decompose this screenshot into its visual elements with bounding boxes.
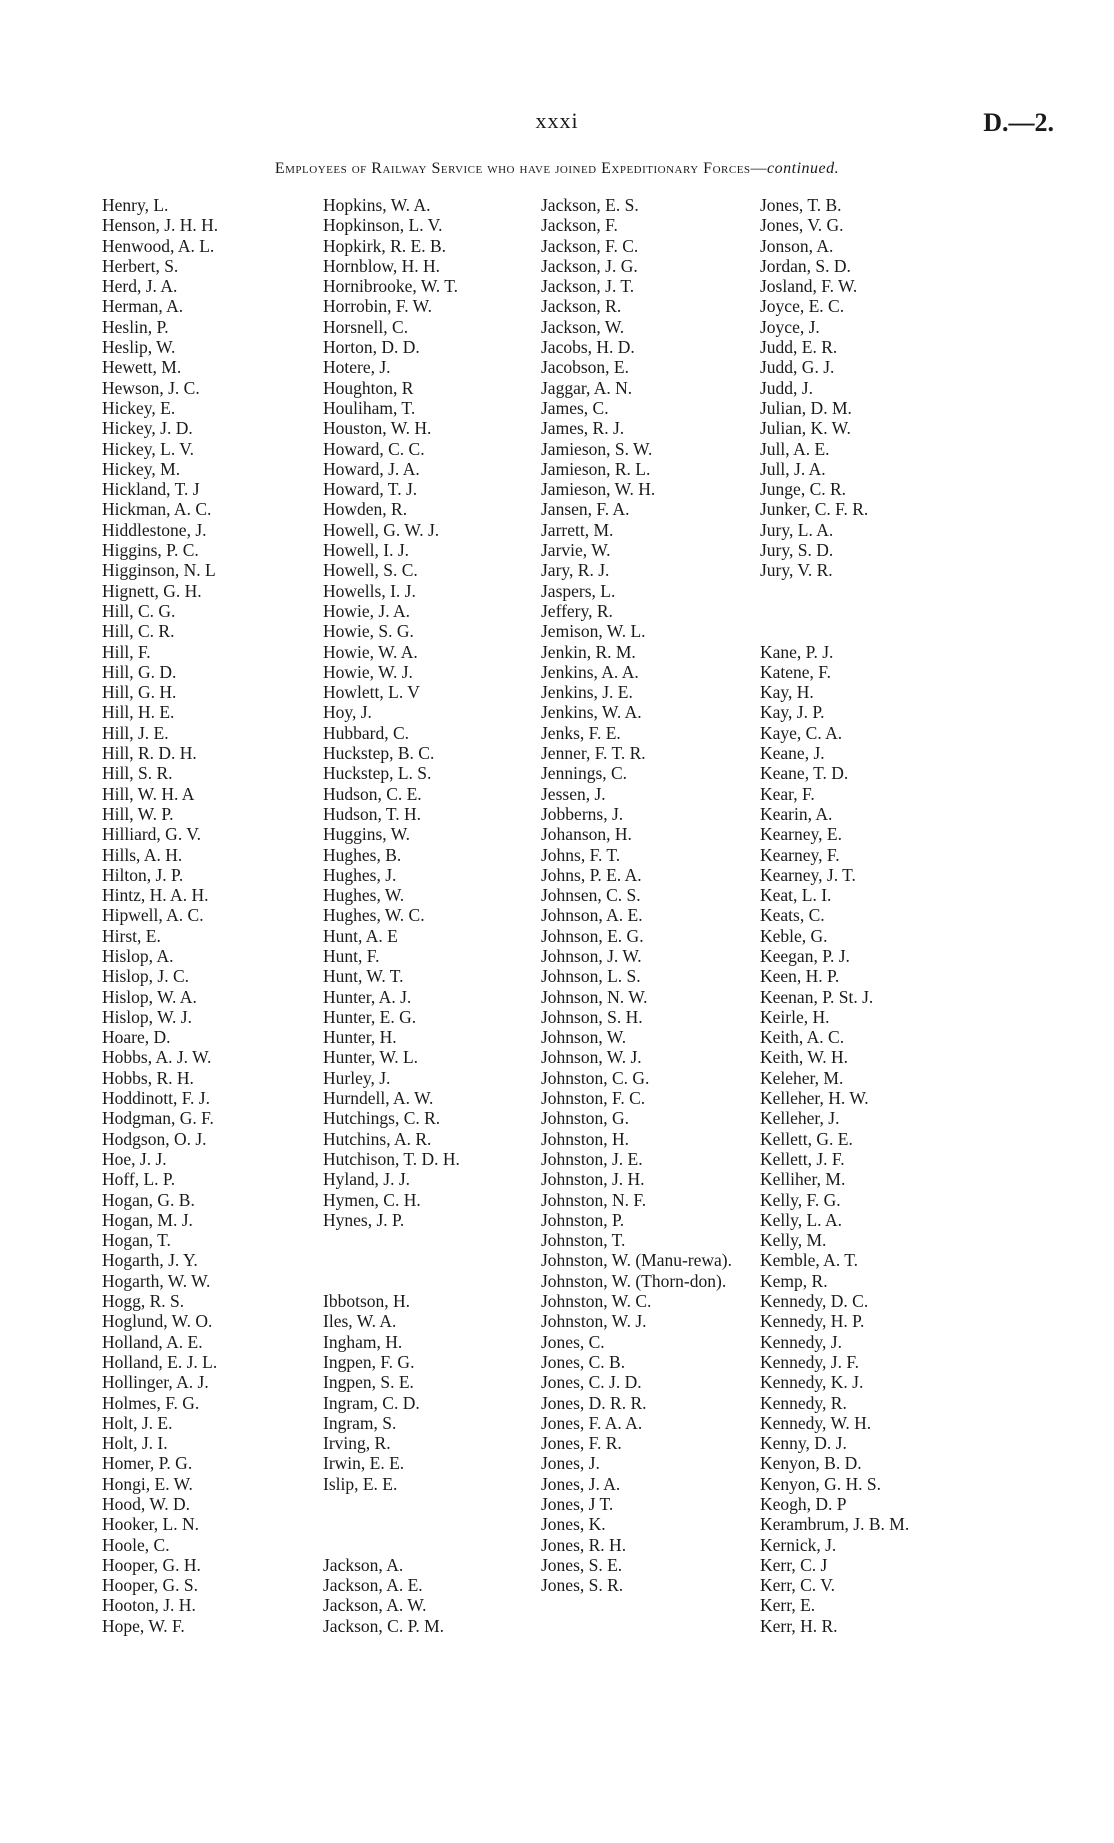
name-entry: Horrobin, F. W. <box>323 296 432 317</box>
name-entry: Henson, J. H. H. <box>102 215 219 236</box>
name-entry: Johnston, F. C. <box>541 1088 646 1109</box>
name-entry: Hughes, J. <box>323 864 397 885</box>
name-entry: Holland, A. E. <box>102 1331 203 1352</box>
name-entry: Hopkinson, L. V. <box>323 215 443 236</box>
name-entry: Jackson, A. W. <box>323 1595 427 1616</box>
name-entry: Johnston, C. G. <box>541 1067 650 1088</box>
name-entry: Hogarth, J. Y. <box>102 1250 198 1271</box>
name-entry: Hogan, T. <box>102 1230 171 1251</box>
name-entry: Jackson, F. C. <box>541 235 639 256</box>
name-entry: Hislop, J. C. <box>102 966 190 987</box>
name-entry: Johnston, T. <box>541 1230 626 1251</box>
name-entry: Hobbs, A. J. W. <box>102 1047 212 1068</box>
name-entry: Junge, C. R. <box>760 479 847 500</box>
name-entry: Hill, H. E. <box>102 702 175 723</box>
name-entry: Higginson, N. L <box>102 560 216 581</box>
name-entry: Heslip, W. <box>102 337 176 358</box>
name-entry: Irwin, E. E. <box>323 1453 405 1474</box>
name-entry: Jenks, F. E. <box>541 722 621 743</box>
name-entry: Holmes, F. G. <box>102 1392 200 1413</box>
name-entry: Hongi, E. W. <box>102 1473 193 1494</box>
name-entry: Holland, E. J. L. <box>102 1351 218 1372</box>
name-entry: Hogan, G. B. <box>102 1189 195 1210</box>
name-entry: Julian, K. W. <box>760 418 851 439</box>
name-entry: Hoe, J. J. <box>102 1148 167 1169</box>
name-entry: Johnston, N. F. <box>541 1189 647 1210</box>
name-entry: Kelleher, J. <box>760 1108 840 1129</box>
name-entry: Houliham, T. <box>323 397 416 418</box>
name-entry: Jansen, F. A. <box>541 499 630 520</box>
name-entry: Houston, W. H. <box>323 418 432 439</box>
name-entry: Hill, W. H. A <box>102 783 195 804</box>
name-entry: Jones, R. H. <box>541 1534 627 1555</box>
name-entry: Hopkirk, R. E. B. <box>323 235 446 256</box>
name-entry: Johnston, J. E. <box>541 1148 643 1169</box>
name-entry: Joyce, E. C. <box>760 296 845 317</box>
name-entry: Hymen, C. H. <box>323 1189 421 1210</box>
name-entry: Hughes, B. <box>323 844 402 865</box>
name-entry: Hoff, L. P. <box>102 1169 176 1190</box>
name-entry: Islip, E. E. <box>323 1473 398 1494</box>
name-entry: Ingpen, S. E. <box>323 1372 414 1393</box>
name-entry: Jacobs, H. D. <box>541 337 635 358</box>
name-entry: Jenner, F. T. R. <box>541 743 646 764</box>
name-entry: Jackson, A. E. <box>323 1575 423 1596</box>
name-entry: Jacobson, E. <box>541 357 629 378</box>
name-entry: Hislop, W. J. <box>102 1006 192 1027</box>
name-entry: Keen, H. P. <box>760 966 840 987</box>
name-entry: Kelleher, H. W. <box>760 1088 869 1109</box>
name-entry: Kelly, M. <box>760 1230 827 1251</box>
name-entry: Hickey, M. <box>102 458 181 479</box>
name-entry: Hickey, L. V. <box>102 438 195 459</box>
name-entry: Kearney, E. <box>760 824 842 845</box>
name-entry <box>323 1535 538 1555</box>
name-entry: Johnson, L. S. <box>541 966 641 987</box>
name-entry: Hunter, E. G. <box>323 1006 417 1027</box>
name-entry: Kernick, J. <box>760 1534 837 1555</box>
name-entry: Kennedy, J. <box>760 1331 842 1352</box>
name-entry: Jackson, C. P. M. <box>323 1615 445 1636</box>
name-entry: Jury, L. A. <box>760 519 834 540</box>
name-entry: Kelliher, M. <box>760 1169 846 1190</box>
name-entry: Kerambrum, J. B. M. <box>760 1514 910 1535</box>
name-entry: Jackson, J. T. <box>541 276 635 297</box>
name-entry: Jury, S. D. <box>760 540 834 561</box>
name-entry <box>760 621 975 641</box>
name-entry: Kearney, J. T. <box>760 864 856 885</box>
name-entry: Johns, F. T. <box>541 844 621 865</box>
page-number: xxxi <box>535 108 579 133</box>
name-entry: Jones, C. B. <box>541 1351 626 1372</box>
name-entry: Jemison, W. L. <box>541 621 646 642</box>
name-entry: Josland, F. W. <box>760 276 858 297</box>
name-entry: Keble, G. <box>760 925 828 946</box>
name-entry: Julian, D. M. <box>760 397 852 418</box>
name-entry: Hogarth, W. W. <box>102 1270 211 1291</box>
name-entry: Kellett, G. E. <box>760 1128 853 1149</box>
name-entry: Jury, V. R. <box>760 560 833 581</box>
name-entry: Jenkins, W. A. <box>541 702 642 723</box>
name-entry: Hill, G. D. <box>102 661 177 682</box>
name-entry: Herman, A. <box>102 296 184 317</box>
name-entry: Hiddlestone, J. <box>102 519 207 540</box>
name-entry: Keegan, P. J. <box>760 945 850 966</box>
name-entry: Iles, W. A. <box>323 1311 397 1332</box>
name-column-4 <box>760 195 975 1636</box>
name-entry: Jarvie, W. <box>541 540 611 561</box>
name-entry: James, R. J. <box>541 418 625 439</box>
name-entry: Kerr, H. R. <box>760 1615 838 1636</box>
name-entry: Kane, P. J. <box>760 641 834 662</box>
name-entry: Jones, C. J. D. <box>541 1372 642 1393</box>
name-entry: Hunt, F. <box>323 945 380 966</box>
name-entry: Ingpen, F. G. <box>323 1351 415 1372</box>
name-entry: Keat, L. I. <box>760 885 832 906</box>
name-entry: Henwood, A. L. <box>102 235 215 256</box>
name-entry: Johnston, J. H. <box>541 1169 645 1190</box>
name-entry: Hopkins, W. A. <box>323 195 431 215</box>
name-entry: Jeffery, R. <box>541 600 613 621</box>
name-entry: Hooker, L. N. <box>102 1514 199 1535</box>
name-entry: Keleher, M. <box>760 1067 844 1088</box>
name-entry: Jenkins, A. A. <box>541 661 639 682</box>
name-entry: Jennings, C. <box>541 763 628 784</box>
name-entry: Kennedy, K. J. <box>760 1372 864 1393</box>
name-entry: Jamieson, W. H. <box>541 479 656 500</box>
name-entry: Kennedy, R. <box>760 1392 847 1413</box>
name-column-3 <box>541 195 741 1595</box>
name-entry: Hutchings, C. R. <box>323 1108 441 1129</box>
name-entry: Hollinger, A. J. <box>102 1372 209 1393</box>
name-entry: Herd, J. A. <box>102 276 178 297</box>
name-entry: Howlett, L. V <box>323 682 420 703</box>
name-entry: Johnsen, C. S. <box>541 885 641 906</box>
name-entry: Hoare, D. <box>102 1027 171 1048</box>
name-entry: Hughes, W. C. <box>323 905 425 926</box>
name-entry: Jones, J T. <box>541 1494 614 1514</box>
name-entry: Hudson, T. H. <box>323 803 422 824</box>
name-entry: Howard, J. A. <box>323 458 420 479</box>
name-entry: Hutchison, T. D. H. <box>323 1148 460 1169</box>
name-entry: Hill, G. H. <box>102 682 177 703</box>
name-entry: Hoddinott, F. J. <box>102 1088 210 1109</box>
name-entry: Hislop, A. <box>102 945 174 966</box>
name-entry <box>323 1271 538 1291</box>
name-entry: Houghton, R <box>323 377 414 398</box>
name-entry: Kenyon, G. H. S. <box>760 1473 882 1494</box>
name-entry: Howell, I. J. <box>323 540 410 561</box>
name-entry: Kennedy, W. H. <box>760 1412 872 1433</box>
name-entry: Hodgson, O. J. <box>102 1128 207 1149</box>
name-entry: Holt, J. E. <box>102 1412 173 1433</box>
name-entry: Johnston, P. <box>541 1209 625 1230</box>
name-entry: Hislop, W. A. <box>102 986 197 1007</box>
name-entry: Hirst, E. <box>102 925 161 946</box>
name-entry: Ingram, C. D. <box>323 1392 420 1413</box>
name-entry <box>323 1250 538 1270</box>
name-entry: Herbert, S. <box>102 255 179 276</box>
name-entry: Keats, C. <box>760 905 825 926</box>
name-entry: Johnston, G. <box>541 1108 629 1129</box>
name-entry: Kay, H. <box>760 682 814 703</box>
name-entry: Hill, W. P. <box>102 803 174 824</box>
name-entry: Kerr, C. J <box>760 1554 828 1575</box>
name-entry: Jenkins, J. E. <box>541 682 633 703</box>
name-entry: Hobbs, R. H. <box>102 1067 194 1088</box>
name-entry <box>760 581 975 601</box>
name-entry: Hills, A. H. <box>102 844 183 865</box>
name-entry <box>323 1514 538 1534</box>
name-entry: Hunter, W. L. <box>323 1047 419 1068</box>
name-entry: Keane, J. <box>760 743 825 764</box>
name-entry: Huckstep, B. C. <box>323 743 435 764</box>
name-entry: Howden, R. <box>323 499 408 520</box>
name-entry: Katene, F. <box>760 661 832 682</box>
name-entry: Howard, C. C. <box>323 438 425 459</box>
name-entry: Howie, W. A. <box>323 641 418 662</box>
name-entry: Henry, L. <box>102 195 169 215</box>
name-entry: Hoglund, W. O. <box>102 1311 213 1332</box>
name-entry: Howie, W. J. <box>323 661 413 682</box>
name-entry: Hurley, J. <box>323 1067 391 1088</box>
name-entry: Hilton, J. P. <box>102 864 184 885</box>
name-entry: Hunt, W. T. <box>323 966 404 987</box>
name-entry: Johnson, W. J. <box>541 1047 642 1068</box>
name-entry: Johnson, J. W. <box>541 945 642 966</box>
name-entry: Howie, J. A. <box>323 600 411 621</box>
name-entry: Hutchins, A. R. <box>323 1128 432 1149</box>
name-entry: Jones, T. B. <box>760 195 842 215</box>
name-entry: Keith, A. C. <box>760 1027 845 1048</box>
name-entry: Kaye, C. A. <box>760 722 843 743</box>
name-entry: Keane, T. D. <box>760 763 849 784</box>
name-entry: Jamieson, S. W. <box>541 438 653 459</box>
name-entry: Hill, F. <box>102 641 151 662</box>
name-entry: Jackson, A. <box>323 1554 404 1575</box>
heading-continued: continued. <box>767 160 840 177</box>
name-entry: Jull, A. E. <box>760 438 830 459</box>
name-entry: Kearney, F. <box>760 844 840 865</box>
name-entry: Kennedy, J. F. <box>760 1351 860 1372</box>
name-entry: Howells, I. J. <box>323 580 416 601</box>
name-entry: Hill, J. E. <box>102 722 169 743</box>
name-entry: Judd, G. J. <box>760 357 835 378</box>
name-entry <box>323 1494 538 1514</box>
name-entry: Junker, C. F. R. <box>760 499 869 520</box>
name-entry: Keith, W. H. <box>760 1047 848 1068</box>
name-entry: Jull, J. A. <box>760 458 826 479</box>
heading-text: Employees of Railway Service who have joined Expeditionary Forces— <box>274 160 768 177</box>
name-entry: Huggins, W. <box>323 824 411 845</box>
name-entry: Kelly, F. G. <box>760 1189 841 1210</box>
name-entry: Jones, S. E. <box>541 1554 623 1575</box>
document-reference: D.—2. <box>983 108 1054 137</box>
name-entry: Joyce, J. <box>760 316 820 337</box>
name-entry: Hill, S. R. <box>102 763 173 784</box>
name-entry: Hogan, M. J. <box>102 1209 193 1230</box>
name-entry: Hipwell, A. C. <box>102 905 204 926</box>
name-entry: Hill, R. D. H. <box>102 743 197 764</box>
name-entry: Johnston, W. (Thorn-don). <box>541 1270 727 1291</box>
name-entry: Hope, W. F. <box>102 1615 185 1636</box>
name-entry: Jobberns, J. <box>541 803 624 824</box>
name-entry: Jary, R. J. <box>541 560 610 581</box>
name-entry: Kenyon, B. D. <box>760 1453 862 1474</box>
name-entry: Jackson, R. <box>541 296 622 317</box>
name-entry: Kellett, J. F. <box>760 1148 845 1169</box>
name-entry: Johnston, W. C. <box>541 1291 652 1312</box>
name-entry: Keirle, H. <box>760 1006 830 1027</box>
name-entry: Hoole, C. <box>102 1534 170 1555</box>
name-entry: Jonson, A. <box>760 235 834 256</box>
name-entry: Jackson, J. G. <box>541 255 638 276</box>
name-entry: Jackson, W. <box>541 316 625 337</box>
name-entry: Jones, F. R. <box>541 1433 622 1454</box>
name-entry: Homer, P. G. <box>102 1453 193 1474</box>
name-entry: Johanson, H. <box>541 824 632 845</box>
name-entry: Jones, K. <box>541 1514 606 1535</box>
name-entry: Johnson, E. G. <box>541 925 644 946</box>
name-entry: Judd, E. R. <box>760 337 838 358</box>
name-entry: Hewett, M. <box>102 357 182 378</box>
name-entry: Hooton, J. H. <box>102 1595 196 1616</box>
name-entry: Jones, F. A. A. <box>541 1412 643 1433</box>
name-entry: Kerr, E. <box>760 1595 816 1616</box>
name-entry: Kay, J. P. <box>760 702 825 723</box>
name-entry: Ingram, S. <box>323 1412 397 1433</box>
name-entry: Kearin, A. <box>760 803 833 824</box>
name-entry: Keogh, D. P <box>760 1494 847 1514</box>
name-entry: Hunt, A. E <box>323 925 398 946</box>
name-entry: Kennedy, H. P. <box>760 1311 865 1332</box>
name-entry <box>323 1230 538 1250</box>
name-entry: Johnson, S. H. <box>541 1006 643 1027</box>
name-entry: Hewson, J. C. <box>102 377 200 398</box>
name-entry: Johnston, W. (Manu-rewa). <box>541 1250 733 1271</box>
name-entry: Keenan, P. St. J. <box>760 986 874 1007</box>
name-entry <box>760 601 975 621</box>
name-entry: Hilliard, G. V. <box>102 824 202 845</box>
name-entry: Hooper, G. S. <box>102 1575 199 1596</box>
name-entry: Johnson, A. E. <box>541 905 643 926</box>
name-entry: Hoy, J. <box>323 702 372 723</box>
name-entry: Jessen, J. <box>541 783 606 804</box>
name-entry: Jaspers, L. <box>541 580 616 601</box>
name-entry: Hickey, E. <box>102 397 176 418</box>
name-entry: Hornibrooke, W. T. <box>323 276 458 297</box>
name-column-1 <box>102 195 317 1636</box>
name-entry: Hill, C. G. <box>102 600 176 621</box>
name-entry: Kemble, A. T. <box>760 1250 859 1271</box>
name-entry: Hogg, R. S. <box>102 1291 185 1312</box>
name-entry: Hynes, J. P. <box>323 1209 405 1230</box>
name-entry: Jones, C. <box>541 1331 605 1352</box>
name-entry: Howard, T. J. <box>323 479 418 500</box>
name-entry: Johns, P. E. A. <box>541 864 642 885</box>
name-entry: Hintz, H. A. H. <box>102 885 209 906</box>
name-entry: Kear, F. <box>760 783 815 804</box>
page-heading <box>0 160 1114 178</box>
name-entry: Higgins, P. C. <box>102 540 199 561</box>
name-entry: Jamieson, R. L. <box>541 458 651 479</box>
name-entry: Jordan, S. D. <box>760 255 851 276</box>
name-entry: Ibbotson, H. <box>323 1291 411 1312</box>
name-entry: Ingham, H. <box>323 1331 403 1352</box>
name-column-2 <box>323 195 538 1636</box>
name-entry: Johnston, W. J. <box>541 1311 647 1332</box>
name-entry: Irving, R. <box>323 1433 391 1454</box>
name-entry: Holt, J. I. <box>102 1433 168 1454</box>
name-entry: Huckstep, L. S. <box>323 763 432 784</box>
name-entry: Kenny, D. J. <box>760 1433 847 1454</box>
name-entry: Hill, C. R. <box>102 621 175 642</box>
name-entry: Jones, J. <box>541 1453 600 1474</box>
name-entry: Jones, J. A. <box>541 1473 621 1494</box>
name-entry: Hunter, A. J. <box>323 986 412 1007</box>
name-entry: Jenkin, R. M. <box>541 641 636 662</box>
name-entry: Hood, W. D. <box>102 1494 190 1514</box>
name-entry: Horton, D. D. <box>323 337 420 358</box>
name-entry: Jones, D. R. R. <box>541 1392 647 1413</box>
name-entry: Kerr, C. V. <box>760 1575 835 1596</box>
name-entry: Hornblow, H. H. <box>323 255 440 276</box>
name-entry: Jackson, E. S. <box>541 195 639 215</box>
name-entry: Johnston, H. <box>541 1128 629 1149</box>
name-entry: Howie, S. G. <box>323 621 414 642</box>
name-entry: Hudson, C. E. <box>323 783 422 804</box>
name-entry: Hodgman, G. F. <box>102 1108 214 1129</box>
name-entry: Hickman, A. C. <box>102 499 212 520</box>
name-entry: Judd, J. <box>760 377 813 398</box>
name-entry: Jarrett, M. <box>541 519 614 540</box>
name-entry: Horsnell, C. <box>323 316 409 337</box>
name-entry: Hunter, H. <box>323 1027 397 1048</box>
name-entry: Johnson, N. W. <box>541 986 648 1007</box>
name-entry: Hickland, T. J <box>102 479 200 500</box>
name-entry: Heslin, P. <box>102 316 169 337</box>
name-entry: Howell, G. W. J. <box>323 519 440 540</box>
name-entry: Kennedy, D. C. <box>760 1291 869 1312</box>
name-entry: Johnson, W. <box>541 1027 627 1048</box>
name-entry: Howell, S. C. <box>323 560 418 581</box>
name-entry: Jones, S. R. <box>541 1575 624 1596</box>
name-entry: Hignett, G. H. <box>102 580 202 601</box>
name-entry: Hooper, G. H. <box>102 1554 201 1575</box>
name-entry: Jaggar, A. N. <box>541 377 633 398</box>
name-entry: Kelly, L. A. <box>760 1209 842 1230</box>
name-entry: Hughes, W. <box>323 885 405 906</box>
name-entry: Hyland, J. J. <box>323 1169 411 1190</box>
name-entry: Hubbard, C. <box>323 722 410 743</box>
name-entry: Jackson, F. <box>541 215 618 236</box>
name-entry: Jones, V. G. <box>760 215 844 236</box>
name-entry: Hotere, J. <box>323 357 391 378</box>
name-entry: Hickey, J. D. <box>102 418 193 439</box>
name-entry: James, C. <box>541 397 609 418</box>
name-entry: Kemp, R. <box>760 1270 828 1291</box>
name-entry: Hurndell, A. W. <box>323 1088 434 1109</box>
